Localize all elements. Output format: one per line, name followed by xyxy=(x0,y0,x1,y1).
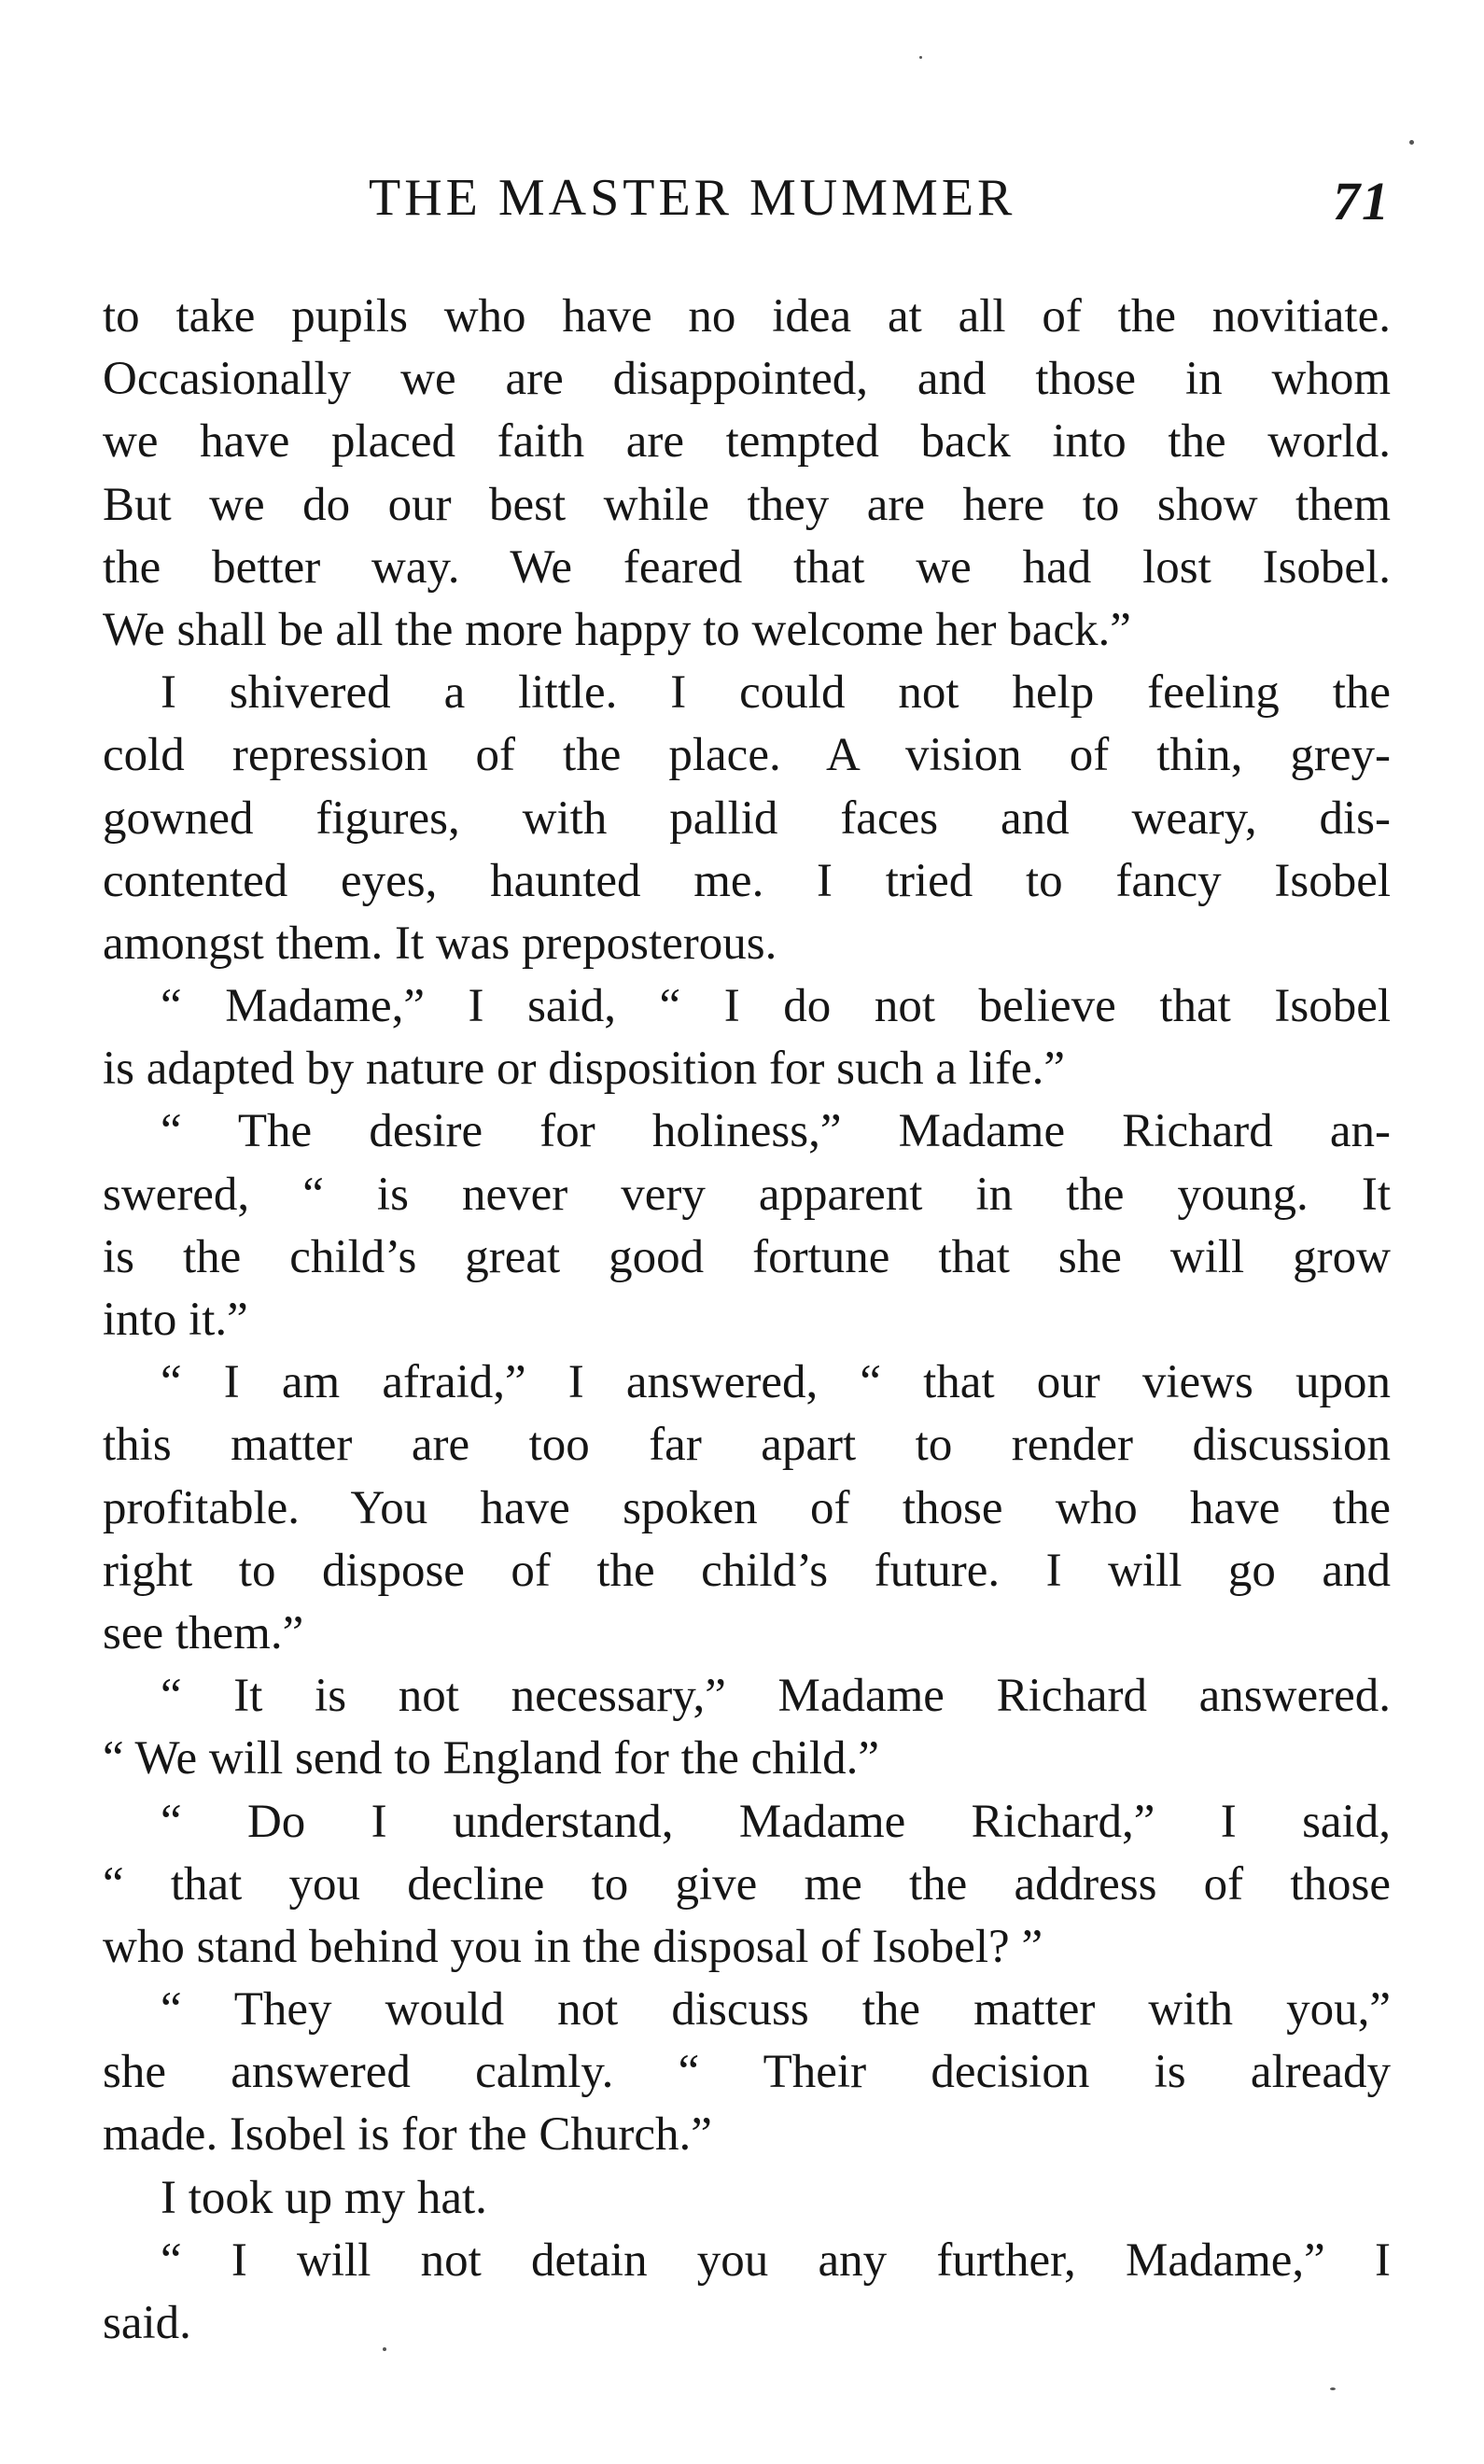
running-title: THE MASTER MUMMER xyxy=(369,169,1016,227)
text-line: gowned figures, with pallid faces and weary, dis- xyxy=(103,791,1391,845)
text-line: amongst them. It was preposterous. xyxy=(103,917,777,970)
text-line: we have placed faith are tempted back into the world. xyxy=(103,415,1391,469)
text-line: “ Madame,” I said, “ I do not believe that Isobel xyxy=(161,980,1391,1033)
text-line: “ that you decline to give me the address of those xyxy=(103,1857,1391,1911)
text-line: Occasionally we are disappointed, and those in whom xyxy=(103,353,1391,406)
body-text xyxy=(103,286,1391,2355)
page-number: 71 xyxy=(1333,171,1391,231)
text-line: said. xyxy=(103,2297,191,2349)
text-line: to take pupils who have no idea at all of the novitiate. xyxy=(103,290,1391,343)
text-line: cold repression of the place. A vision of thin, grey- xyxy=(103,729,1391,782)
text-line: “ Do I understand, Madame Richard,” I said, xyxy=(161,1795,1391,1848)
text-line: “ The desire for holiness,” Madame Richard an- xyxy=(161,1105,1391,1158)
text-line: this matter are too far apart to render discussion xyxy=(103,1419,1391,1472)
text-line: contented eyes, haunted me. I tried to fancy Isobel xyxy=(103,854,1391,907)
print-speck xyxy=(1330,2387,1336,2390)
text-line: the better way. We feared that we had lost Isobel. xyxy=(103,540,1391,594)
text-line: who stand behind you in the disposal of Isobel? ” xyxy=(103,1920,1043,1973)
text-line: We shall be all the more happy to welcome her back.” xyxy=(103,603,1131,656)
text-line: I took up my hat. xyxy=(161,2171,487,2224)
text-line: into it.” xyxy=(103,1294,248,1346)
text-line: she answered calmly. “ Their decision is already xyxy=(103,2046,1391,2099)
text-line: “ It is not necessary,” Madame Richard answered. xyxy=(161,1670,1391,1723)
print-speck xyxy=(1409,140,1414,145)
running-head xyxy=(103,161,1391,235)
text-line: But we do our best while they are here to show them xyxy=(103,478,1391,531)
text-line: I shivered a little. I could not help feeling the xyxy=(161,666,1391,720)
text-line: “ They would not discuss the matter with you,” xyxy=(161,1983,1391,2037)
text-line: “ I will not detain you any further, Madame,” I xyxy=(161,2233,1391,2287)
text-line: is adapted by nature or disposition for such a life.” xyxy=(103,1043,1066,1096)
text-line: “ I am afraid,” I answered, “ that our views upon xyxy=(161,1356,1391,1409)
print-speck xyxy=(919,56,922,59)
text-line: see them.” xyxy=(103,1606,304,1659)
text-line: swered, “ is never very apparent in the young. It xyxy=(103,1168,1391,1221)
text-line: made. Isobel is for the Church.” xyxy=(103,2108,712,2162)
text-line: profitable. You have spoken of those who have the xyxy=(103,1481,1391,1534)
text-line: is the child’s great good fortune that she will grow xyxy=(103,1230,1391,1283)
text-line: “ We will send to England for the child.” xyxy=(103,1732,879,1785)
text-line: right to dispose of the child’s future. I will go and xyxy=(103,1544,1391,1597)
print-speck xyxy=(383,2347,386,2351)
